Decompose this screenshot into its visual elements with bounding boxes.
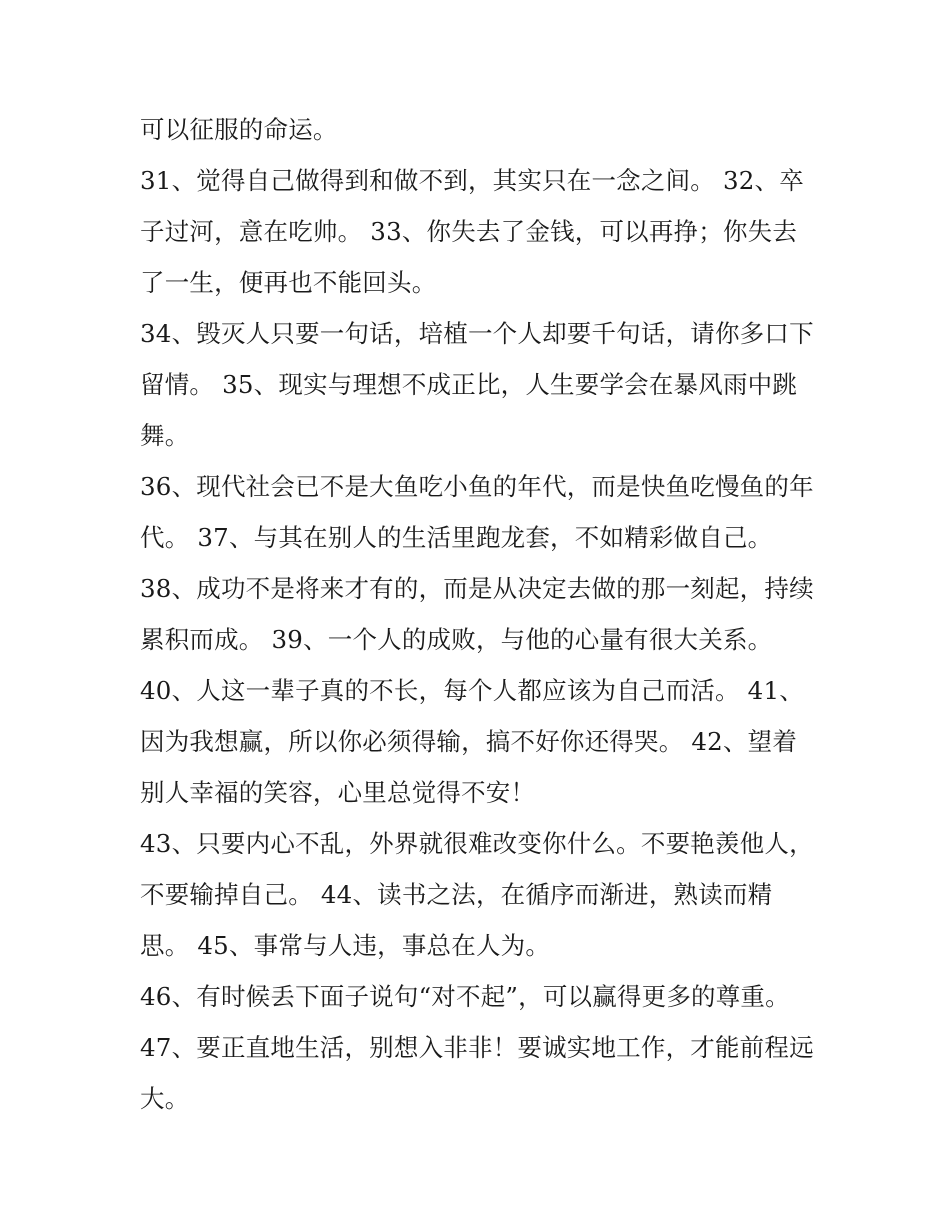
text-line: 可以征服的命运。	[140, 115, 338, 144]
text-line: 不要输掉自己。 44、读书之法，在循序而渐进，熟读而精	[140, 880, 773, 909]
text-line: 31、觉得自己做得到和做不到，其实只在一念之间。 32、卒	[140, 166, 804, 195]
text-line: 43、只要内心不乱，外界就很难改变你什么。不要艳羡他人，	[140, 829, 814, 858]
text-line: 累积而成。 39、一个人的成败，与他的心量有很大关系。	[140, 625, 773, 654]
text-line: 因为我想赢，所以你必须得输，搞不好你还得哭。 42、望着	[140, 727, 798, 756]
text-line: 舞。	[140, 421, 190, 450]
text-line: 34、毁灭人只要一句话，培植一个人却要千句话，请你多口下	[140, 319, 814, 348]
text-line: 46、有时候丢下面子说句“对不起”，可以赢得更多的尊重。	[140, 982, 790, 1011]
text-line: 代。 37、与其在别人的生活里跑龙套，不如精彩做自己。	[140, 523, 773, 552]
text-line: 36、现代社会已不是大鱼吃小鱼的年代，而是快鱼吃慢鱼的年	[140, 472, 814, 501]
text-line: 大。	[140, 1084, 190, 1113]
text-line: 了一生，便再也不能回头。	[140, 268, 437, 297]
text-line: 38、成功不是将来才有的，而是从决定去做的那一刻起，持续	[140, 574, 814, 603]
text-line: 子过河，意在吃帅。 33、你失去了金钱，可以再挣；你失去	[140, 217, 798, 246]
text-line: 47、要正直地生活，别想入非非！要诚实地工作，才能前程远	[140, 1033, 814, 1062]
text-line: 40、人这一辈子真的不长，每个人都应该为自己而活。 41、	[140, 676, 804, 705]
text-line: 留情。 35、现实与理想不成正比，人生要学会在暴风雨中跳	[140, 370, 798, 399]
document-body	[140, 104, 820, 1124]
text-line: 思。 45、事常与人违，事总在人为。	[140, 931, 551, 960]
text-line: 别人幸福的笑容，心里总觉得不安！	[140, 778, 536, 807]
